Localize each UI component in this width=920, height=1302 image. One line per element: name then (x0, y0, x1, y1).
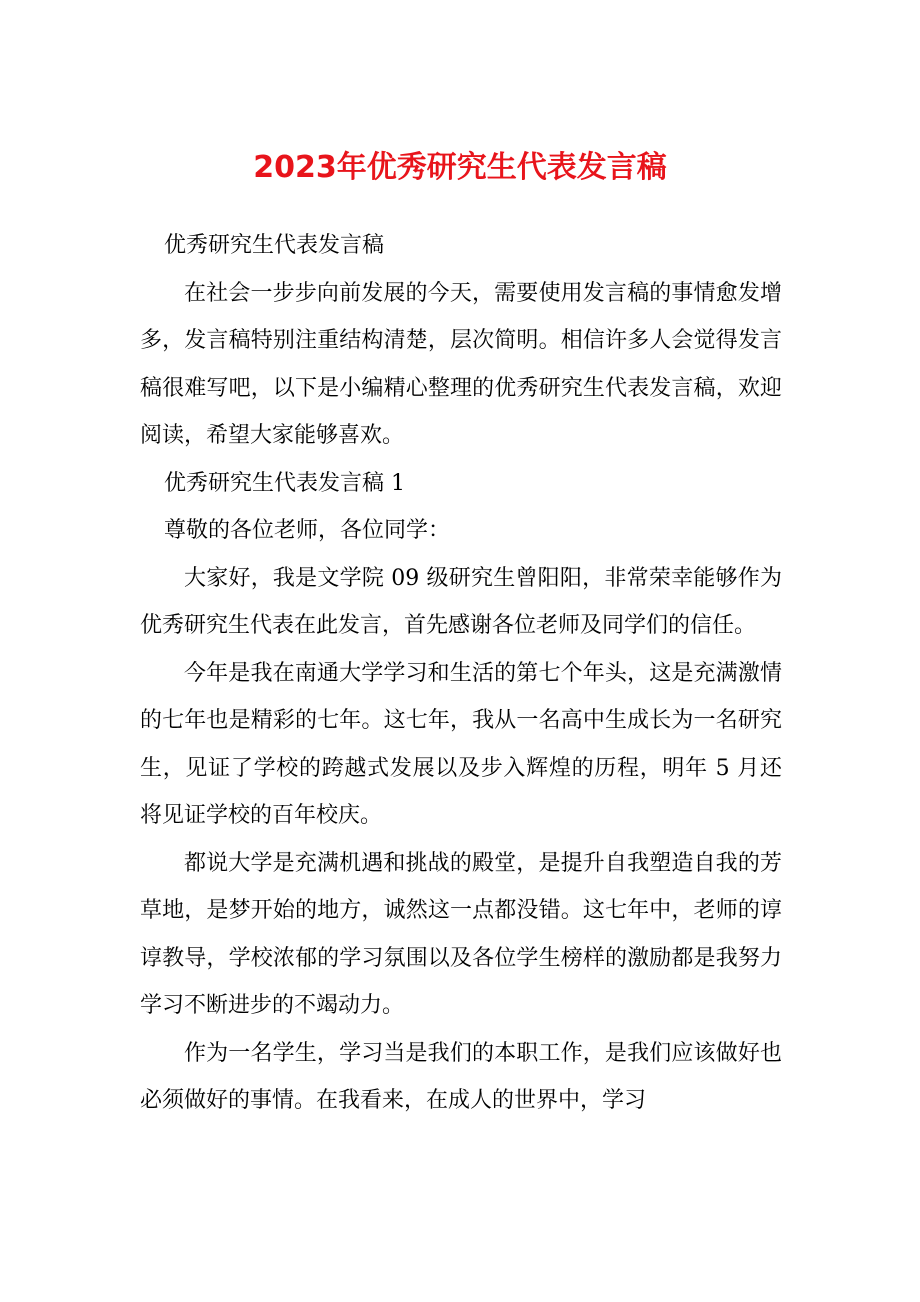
body-paragraph: 都说大学是充满机遇和挑战的殿堂，是提升自我塑造自我的芳草地，是梦开始的地方，诚然这一点都没错。这七年中，老师的谆谆教导，学校浓郁的学习氛围以及各位学生榜样的激励都是我努力学习不断进步的不竭动力。 (140, 850, 782, 1018)
salutation: 尊敬的各位老师，各位同学： (164, 518, 451, 543)
body-paragraph: 今年是我在南通大学学习和生活的第七个年头，这是充满激情的七年也是精彩的七年。这七年，我从一名高中生成长为一名研究生，见证了学校的跨越式发展以及步入辉煌的历程，明年 5 月还将见证学校的百年校庆。 (140, 660, 782, 828)
body-paragraph: 大家好，我是文学院 09 级研究生曾阳阳，非常荣幸能够作为优秀研究生代表在此发言，首先感谢各位老师及同学们的信任。 (140, 565, 782, 638)
document-body (140, 222, 782, 1125)
speech-title: 优秀研究生代表发言稿 1 (164, 470, 405, 496)
body-paragraph: 作为一名学生，学习当是我们的本职工作，是我们应该做好也必须做好的事情。在我看来，在成人的世界中，学习 (140, 1040, 782, 1113)
intro-paragraph: 在社会一步步向前发展的今天，需要使用发言稿的事情愈发增多，发言稿特别注重结构清楚，层次简明。相信许多人会觉得发言稿很难写吧，以下是小编精心整理的优秀研究生代表发言稿，欢迎阅读，希望大家能够喜欢。 (140, 280, 782, 448)
section-heading: 优秀研究生代表发言稿 (164, 233, 385, 258)
document-title: 2023年优秀研究生代表发言稿 (253, 150, 667, 185)
